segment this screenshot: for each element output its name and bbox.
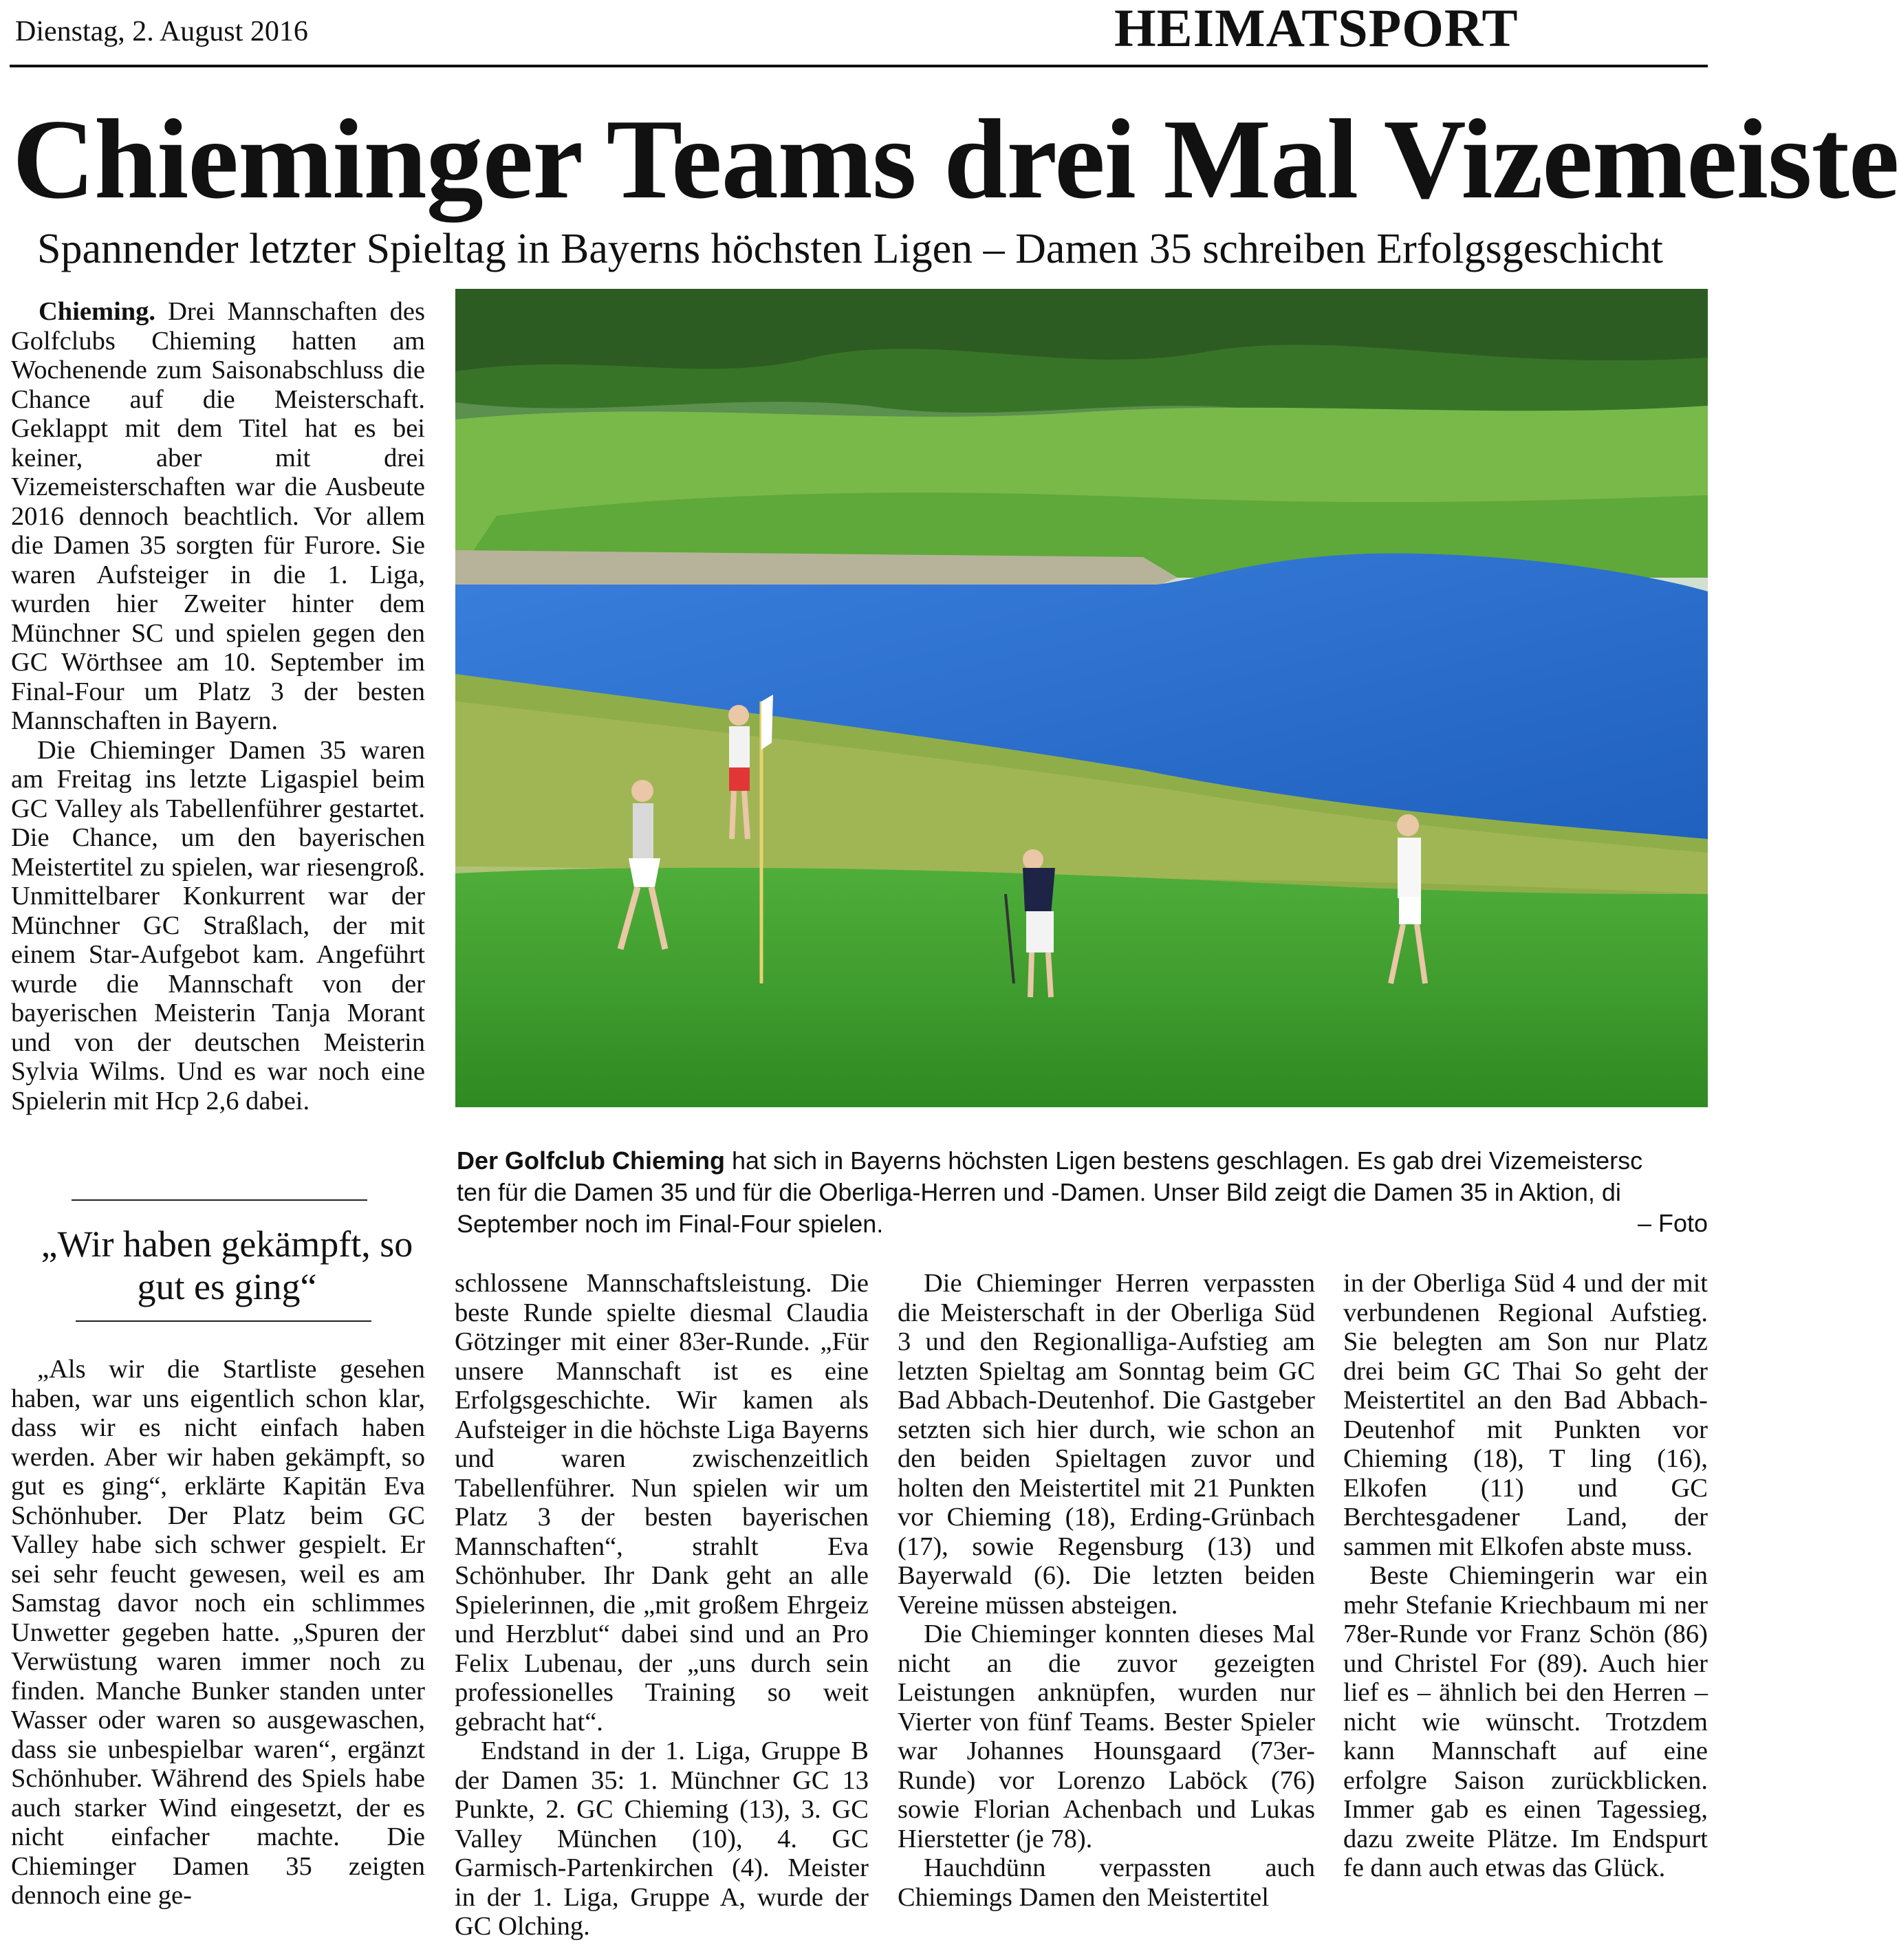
article-column-4 xyxy=(1343,1269,1708,1957)
caption-line-3: September noch im Final-Four spielen. xyxy=(457,1210,884,1238)
article-column-2 xyxy=(455,1269,869,1941)
golf-course-photo xyxy=(455,289,1708,1107)
paragraph: Die Chieminger Damen 35 waren am Freitag ins letzte Ligaspiel beim GC Valley als Tabellenführer gestartet. Die Chance, um den bayerischen Meistertitel zu spielen, war riesengroß. Unmittelbarer Konkurrent war der Münchner GC Straßlach, der mit einem Star-Aufgebot kam. Angeführt wurde die Mannschaft von der bayerischen Meisterin Tanja Morant und von der deutschen Meisterin Sylvia Wilms. Und es war noch eine Spielerin mit Hcp 2,6 dabei. xyxy=(11,735,425,1115)
dateline-place: Chieming. xyxy=(39,297,156,326)
article-column-1-continued xyxy=(11,1355,425,1910)
paragraph: Beste Chiemingerin war ein mehr Stefanie Kriechbaum mi ner 78er-Runde vor Franz Schön (86) und Christel For (89). Auch hier lief es – ähnlich bei den Herren – nicht wie wünscht. Trotzdem kann Mannschaft auf eine erfolgre Saison zurückblicken. Immer gab es einen Tagessieg, dazu zweite Plätze. Im Endspurt fe dann auch etwas das Glück. xyxy=(1343,1561,1708,1882)
paragraph: Die Chieminger konnten dieses Mal nicht an die zuvor gezeigten Leistungen anknüpfen, wurden nur Vierter von fünf Teams. Bester Spieler war Johannes Hounsgaard (73er-Runde) vor Lorenzo Laböck (76) sowie Florian Achenbach und Lukas Hierstetter (je 78). xyxy=(898,1620,1315,1853)
paragraph: in der Oberliga Süd 4 und der mit verbundenen Regional Aufstieg. Sie belegten am Son nur Platz drei beim GC Thai So geht der Meistertitel an den Bad Abbach-Deutenhof mit Punkten vor Chieming (18), T ling (16), Elkofen (11) und GC Berchtesgadener Land, der sammen mit Elkofen abste muss. xyxy=(1343,1269,1708,1561)
issue-date: Dienstag, 2. August 2016 xyxy=(15,16,308,47)
article-column-3 xyxy=(898,1269,1315,1912)
caption-line-2: ten für die Damen 35 und für die Oberliga-Herren und -Damen. Unser Bild zeigt die Damen 35 in Aktion, di xyxy=(457,1178,1621,1206)
photo-credit: – Foto xyxy=(1637,1209,1708,1237)
paragraph xyxy=(11,297,425,736)
divider xyxy=(76,1320,371,1322)
caption-lead: Der Golfclub Chieming xyxy=(457,1146,726,1175)
paragraph-text: Drei Mannschaften des Golfclubs Chieming hatten am Wochenende zum Saisonabschluss die Chance auf die Meisterschaft. Geklappt mit dem Titel hat es bei keiner, aber mit drei Vizemeisterschaften war die Ausbeute 2016 dennoch beachtlich. Vor allem die Damen 35 sorgten für Furore. Sie waren Aufsteiger in die 1. Liga, wurden hier Zweiter hinter dem Münchner SC und spielen gegen den GC Wörthsee am 10. September im Final-Four um Platz 3 der besten Mannschaften in Bayern. xyxy=(11,297,425,735)
article-photo xyxy=(455,289,1708,1107)
section-title: HEIMATSPORT xyxy=(1114,0,1519,58)
photo-caption xyxy=(457,1145,1708,1241)
divider xyxy=(72,1199,367,1201)
caption-line-1: hat sich in Bayerns höchsten Ligen bestens geschlagen. Es gab drei Vizemeistersc xyxy=(725,1146,1643,1175)
paragraph: schlossene Mannschaftsleistung. Die beste Runde spielte diesmal Claudia Götzinger mit einer 83er-Runde. „Für unsere Mannschaft ist es eine Erfolgsgeschichte. Wir kamen als Aufsteiger in die höchste Liga Bayerns und waren zwischenzeitlich Tabellenführer. Nun spielen wir um Platz 3 der besten bayerischen Mannschaften“, strahlt Eva Schönhuber. Ihr Dank geht an alle Spielerinnen, die „mit großem Ehrgeiz und Herzblut“ dabei sind und an Pro Felix Lubenau, der „uns durch sein professionelles Training so weit gebracht hat“. xyxy=(455,1269,869,1736)
paragraph: Die Chieminger Herren verpassten die Meisterschaft in der Oberliga Süd 3 und den Regionalliga-Aufstieg am letzten Spieltag am Sonntag beim GC Bad Abbach-Deutenhof. Die Gastgeber setzten sich hier durch, wie schon an den beiden Spieltagen zuvor und holten den Meistertitel mit 21 Punkten vor Chieming (18), Erding-Grünbach (17), sowie Regensburg (13) und Bayerwald (6). Die letzten beiden Vereine müssen absteigen. xyxy=(898,1269,1315,1620)
paragraph: Endstand in der 1. Liga, Gruppe B der Damen 35: 1. Münchner GC 13 Punkte, 2. GC Chieming (13), 3. GC Valley München (10), 4. GC Garmisch-Partenkirchen (4). Meister in der 1. Liga, Gruppe A, wurde der GC Olching. xyxy=(455,1736,869,1941)
headline: Chieminger Teams drei Mal Vizemeiste xyxy=(12,96,1899,222)
header-rule xyxy=(10,65,1708,67)
paragraph: „Als wir die Startliste gesehen haben, war uns eigentlich schon klar, dass wir es nicht einfach haben werden. Aber wir haben gekämpft, so gut es ging“, erklärte Kapitän Eva Schönhuber. Der Platz beim GC Valley habe sich schwer gespielt. Er sei sehr feucht gewesen, weil es am Samstag davor noch ein schlimmes Unwetter gegeben hatte. „Spuren der Verwüstung waren immer noch zu finden. Manche Bunker standen unter Wasser oder waren so ausgewaschen, dass sie unbespielbar waren“, ergänzt Schönhuber. Während des Spiels habe auch starker Wind eingesetzt, der es nicht einfacher machte. Die Chieminger Damen 35 zeigten dennoch eine ge- xyxy=(11,1355,425,1910)
paragraph: Hauchdünn verpassten auch Chiemings Damen den Meistertitel xyxy=(898,1853,1315,1912)
subheadline: Spannender letzter Spieltag in Bayerns höchsten Ligen – Damen 35 schreiben Erfolgsgeschicht xyxy=(37,226,1663,272)
pull-quote: „Wir haben gekämpft, so gut es ging“ xyxy=(41,1223,413,1307)
article-column-1 xyxy=(11,297,425,1115)
